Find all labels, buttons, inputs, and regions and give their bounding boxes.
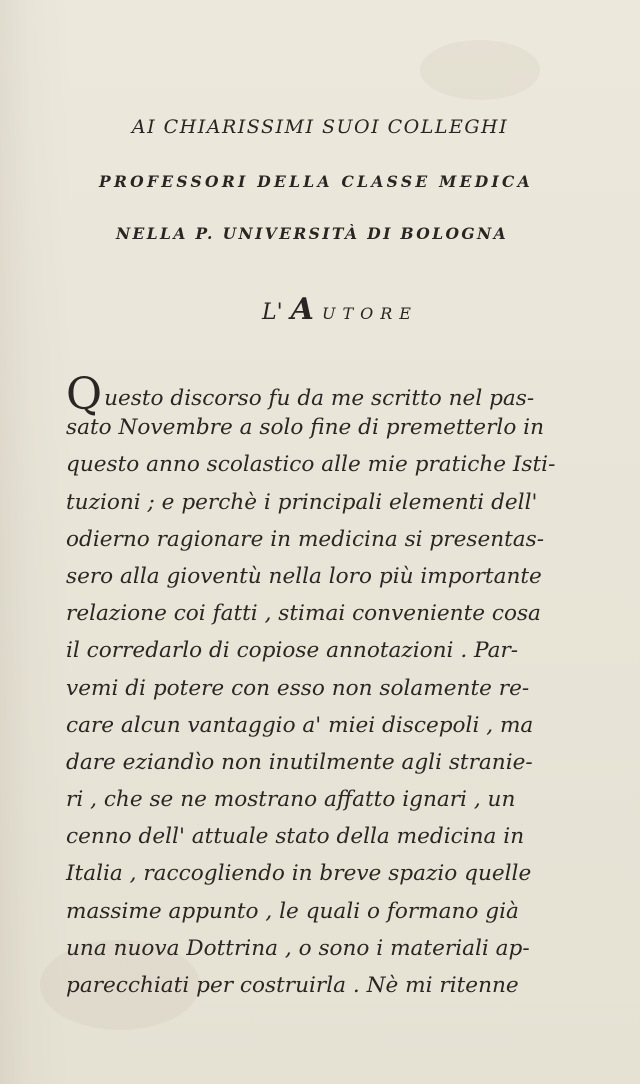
drop-cap: Q xyxy=(66,369,103,420)
body-line: questo anno scolastico alle mie pratiche Isti- xyxy=(66,452,556,478)
body-line: vemi di potere con esso non solamente re- xyxy=(66,675,530,701)
body-line: relazione coi fatti , stimai conveniente cosa xyxy=(66,601,541,627)
body-line: parecchiati per costruirla . Nè mi ritenne xyxy=(66,973,519,998)
paper-stain xyxy=(420,40,540,100)
body-line: Italia , raccogliendo in breve spazio quelle xyxy=(66,861,532,887)
dedication-line-3: NELLA P. UNIVERSITÀ DI BOLOGNA xyxy=(115,224,509,243)
body-line: tuzioni ; e perchè i principali elementi dell' xyxy=(66,489,538,515)
body-line: ri , che se ne mostrano affatto ignari , un xyxy=(66,787,516,813)
signature-initial: A xyxy=(290,292,314,327)
dedication-line-2: PROFESSORI DELLA CLASSE MEDICA xyxy=(99,172,533,191)
first-line-text: uesto discorso fu da me scritto nel pas- xyxy=(104,386,535,411)
body-line: odierno ragionare in medicina si presentas- xyxy=(66,526,545,552)
body-line: cenno dell' attuale stato della medicina in xyxy=(66,824,525,850)
body-line: una nuova Dottrina , o sono i materiali ap- xyxy=(66,935,530,961)
author-signature xyxy=(262,292,418,327)
body-line: dare eziandìo non inutilmente agli stranie- xyxy=(66,749,533,775)
dedication-line-1: AI CHIARISSIMI SUOI COLLEGHI xyxy=(131,116,509,138)
body-line: sero alla gioventù nella loro più importante xyxy=(66,563,542,589)
body-line: care alcun vantaggio a' miei discepoli , ma xyxy=(66,712,534,738)
signature-article: L' xyxy=(262,300,283,325)
body-line-first xyxy=(66,369,596,420)
body-line: massime appunto , le quali o formano già xyxy=(66,898,519,924)
body-line: il corredarlo di copiose annotazioni . Par- xyxy=(66,638,519,664)
body-line: sato Novembre a solo fine di premetterlo in xyxy=(66,415,544,441)
body-text xyxy=(66,369,596,1004)
signature-rest: UTORE xyxy=(321,304,418,323)
